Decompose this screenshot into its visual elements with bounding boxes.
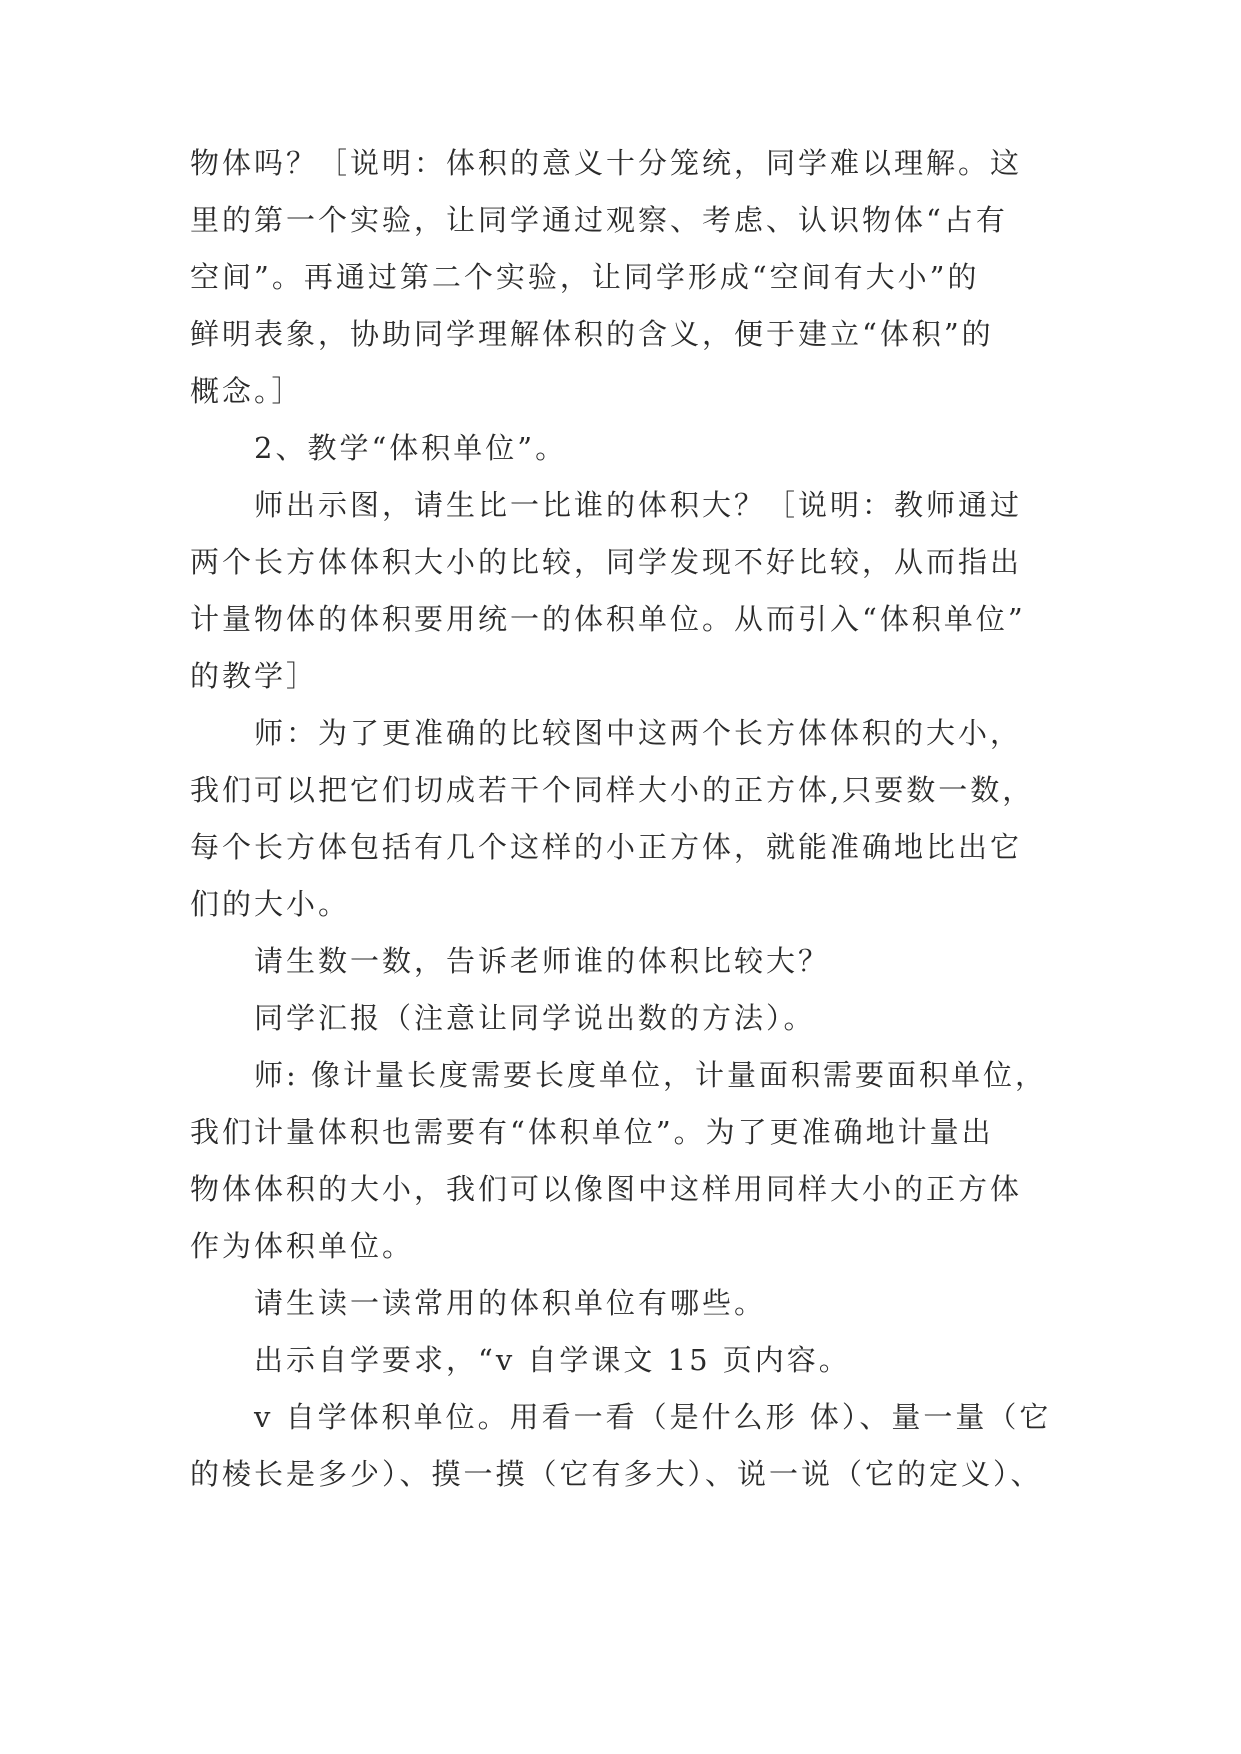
text-line: 我们可以把它们切成若干个同样大小的正方体,只要数一数， [190, 773, 1035, 807]
text-line: 的棱长是多少）、摸一摸（它有多大）、说一说（它的定义）、 [190, 1457, 1043, 1491]
text-line: 每个长方体包括有几个这样的小正方体，就能准确地比出它 [190, 830, 1023, 864]
text-line: 同学汇报（注意让同学说出数的方法）。 [254, 1001, 816, 1035]
text-line: 鲜明表象，协助同学理解体积的含义，便于建立“体积”的 [190, 317, 994, 351]
text-line: 师: 像计量长度需要长度单位，计量面积需要面积单位， [254, 1058, 1047, 1092]
text-line: 请生读一读常用的体积单位有哪些。 [254, 1286, 767, 1320]
text-line: 出示自学要求，“v 自学课文 15 页内容。 [254, 1343, 851, 1377]
text-line: v 自学体积单位。用看一看（是什么形 体）、量一量（它 [254, 1400, 1052, 1434]
text-line: 我们计量体积也需要有“体积单位”。为了更准确地计量出 [190, 1115, 994, 1149]
text-line: 空间”。再通过第二个实验，让同学形成“空间有大小”的 [190, 260, 980, 294]
text-line: 物体体积的大小，我们可以像图中这样用同样大小的正方体 [190, 1172, 1023, 1206]
text-line: 计量物体的体积要用统一的体积单位。从而引入“体积单位” [190, 602, 1026, 636]
text-line: 们的大小。 [190, 887, 351, 921]
text-line: 概念。］ [190, 374, 304, 408]
text-line: 的教学］ [190, 659, 319, 693]
text-line: 师：为了更准确的比较图中这两个长方体体积的大小， [254, 716, 1023, 750]
section-heading: 2、教学“体积单位”。 [254, 431, 568, 465]
text-line: 两个长方体体积大小的比较，同学发现不好比较，从而指出 [190, 545, 1023, 579]
text-line: 师出示图，请生比一比谁的体积大？［说明：教师通过 [254, 488, 1023, 522]
text-line: 作为体积单位。 [190, 1229, 415, 1263]
text-line: 请生数一数，告诉老师谁的体积比较大？ [254, 944, 831, 978]
text-line: 里的第一个实验，让同学通过观察、考虑、认识物体“占有 [190, 203, 1008, 237]
text-line: 物体吗？［说明：体积的意义十分笼统，同学难以理解。这 [190, 146, 1023, 180]
